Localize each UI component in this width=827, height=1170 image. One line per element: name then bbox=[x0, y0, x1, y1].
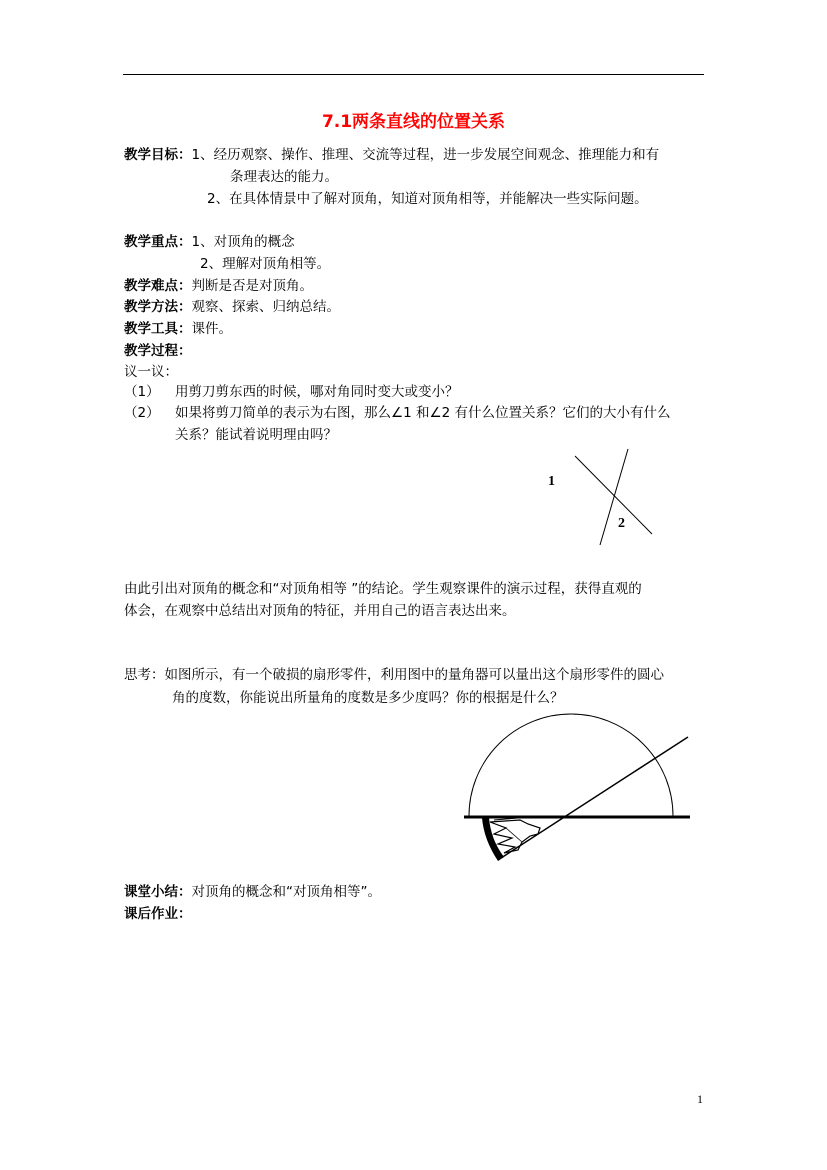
key-points-label: 教学重点： bbox=[124, 234, 192, 250]
key-points-item1: 1、对顶角的概念 bbox=[191, 234, 295, 250]
discuss-q2-line2: 关系？能试着说明理由吗？ bbox=[175, 427, 337, 443]
homework-label: 课后作业： bbox=[124, 906, 192, 922]
angle-label-2: 2 bbox=[618, 516, 625, 531]
objectives-label: 教学目标： bbox=[124, 147, 192, 163]
discuss-q1-num: （1） bbox=[124, 384, 160, 400]
header-rule bbox=[123, 74, 704, 75]
tools-label: 教学工具： bbox=[124, 321, 192, 337]
tools-line bbox=[124, 319, 232, 339]
tools-text: 课件。 bbox=[191, 321, 232, 337]
scissor-line-a bbox=[575, 456, 652, 534]
summary-para-line2: 体会，在观察中总结出对顶角的特征，并用自己的语言表达出来。 bbox=[124, 603, 516, 619]
angle-label-1: 1 bbox=[548, 474, 555, 489]
key-points-line1 bbox=[124, 232, 295, 252]
method-line bbox=[124, 297, 340, 317]
broken-sector-piece bbox=[482, 818, 540, 861]
difficulty-line bbox=[124, 276, 313, 296]
sector-edge-line bbox=[498, 737, 688, 860]
discuss-q1-text: 用剪刀剪东西的时候，哪对角同时变大或变小？ bbox=[175, 384, 459, 400]
think-line1: 思考：如图所示，有一个破损的扇形零件，利用图中的量角器可以量出这个扇形零件的圆心 bbox=[124, 667, 664, 683]
process-label: 教学过程： bbox=[124, 343, 192, 359]
discuss-heading: 议一议： bbox=[124, 364, 178, 380]
method-text: 观察、探索、归纳总结。 bbox=[191, 299, 340, 315]
key-points-item2: 2、理解对顶角相等。 bbox=[200, 256, 331, 272]
figure-intersecting-lines bbox=[540, 445, 660, 550]
summary-para-line1: 由此引出对顶角的概念和“对顶角相等 ”的结论。学生观察课件的演示过程，获得直观的 bbox=[124, 581, 642, 597]
objectives-item1-line1: 1、经历观察、操作、推理、交流等过程，进一步发展空间观念、推理能力和有 bbox=[191, 147, 660, 163]
page-number: 1 bbox=[697, 1092, 703, 1106]
objectives-line1 bbox=[124, 145, 659, 165]
objectives-item1-line2: 条理表达的能力。 bbox=[230, 169, 338, 185]
think-line2: 角的度数，你能说出所量角的度数是多少度吗？你的根据是什么？ bbox=[172, 690, 564, 706]
discuss-q2-num: （2） bbox=[124, 405, 160, 421]
class-summary-label: 课堂小结： bbox=[124, 884, 192, 900]
discuss-q2-line1: 如果将剪刀简单的表示为右图，那么∠1 和∠2 有什么位置关系？它们的大小有什么 bbox=[175, 405, 671, 421]
difficulty-label: 教学难点： bbox=[124, 278, 192, 294]
protractor-arc bbox=[469, 714, 673, 816]
class-summary-text: 对顶角的概念和“对顶角相等”。 bbox=[191, 884, 381, 900]
class-summary-line bbox=[124, 882, 381, 902]
difficulty-text: 判断是否是对顶角。 bbox=[191, 278, 313, 294]
page-title: 7.1两条直线的位置关系 bbox=[321, 112, 506, 132]
objectives-item2: 2、在具体情景中了解对顶角，知道对顶角相等，并能解决一些实际问题。 bbox=[207, 191, 648, 207]
method-label: 教学方法： bbox=[124, 299, 192, 315]
figure-protractor bbox=[460, 710, 700, 870]
